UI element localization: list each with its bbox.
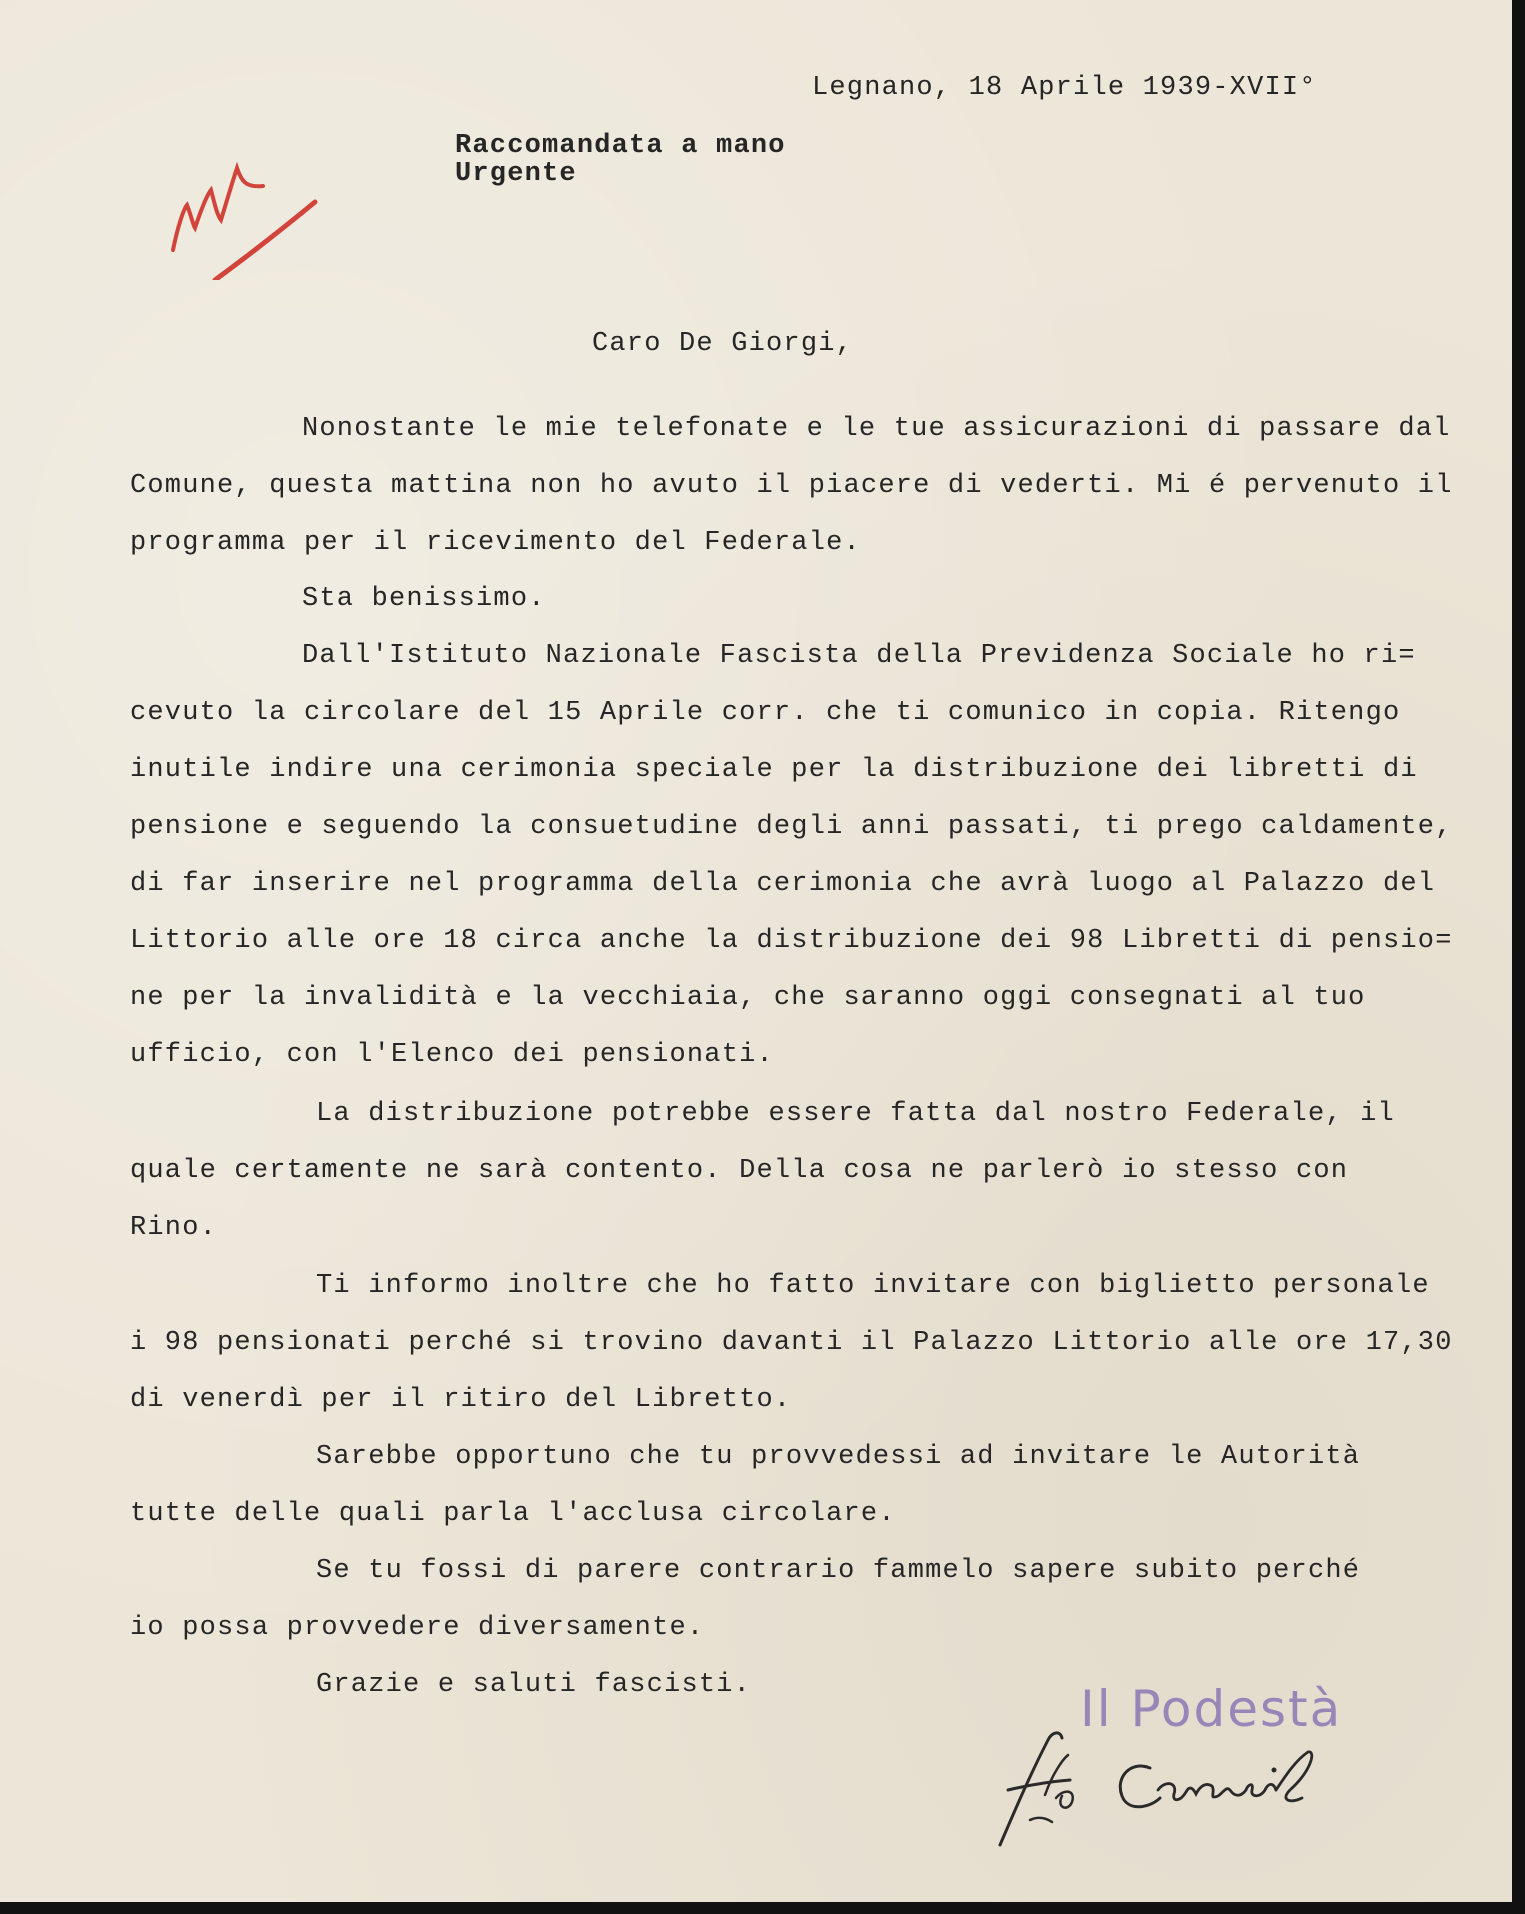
body-line: tutte delle quali parla l'acclusa circolare. <box>130 1499 896 1529</box>
body-line: Nonostante le mie telefonate e le tue assicurazioni di passare dal <box>302 414 1451 444</box>
body-line: ne per la invalidità e la vecchiaia, che saranno oggi consegnati al tuo <box>130 983 1366 1013</box>
scan-edge-right <box>1512 0 1525 1914</box>
red-pencil-mark <box>165 150 325 280</box>
body-line: Rino. <box>130 1213 218 1243</box>
scan-edge-bottom <box>0 1902 1525 1914</box>
body-line: Sta benissimo. <box>302 584 546 614</box>
body-line: pensione e seguendo la consuetudine degli anni passati, ti prego caldamente, <box>130 812 1453 842</box>
body-line: Comune, questa mattina non ho avuto il piacere di vederti. Mi é pervenuto il <box>130 471 1453 501</box>
body-line: programma per il ricevimento del Federale. <box>130 528 861 558</box>
podesta-stamp: Il Podestà <box>1080 1680 1343 1738</box>
body-line: La distribuzione potrebbe essere fatta dal nostro Federale, il <box>316 1099 1395 1129</box>
body-line: Grazie e saluti fascisti. <box>316 1670 752 1700</box>
body-line: Sarebbe opportuno che tu provvedessi ad invitare le Autorità <box>316 1442 1361 1472</box>
place-date: Legnano, 18 Aprile 1939-XVII° <box>812 73 1317 103</box>
priority-note: Urgente <box>455 159 577 189</box>
body-line: Dall'Istituto Nazionale Fascista della Previdenza Sociale ho ri= <box>302 641 1416 671</box>
delivery-note: Raccomandata a mano <box>455 131 786 161</box>
body-line: i 98 pensionati perché si trovino davanti il Palazzo Littorio alle ore 17,30 <box>130 1328 1453 1358</box>
body-line: Littorio alle ore 18 circa anche la distribuzione dei 98 Libretti di pensio= <box>130 926 1453 956</box>
handwritten-signature <box>990 1720 1330 1850</box>
salutation: Caro De Giorgi, <box>592 329 854 359</box>
body-line: Se tu fossi di parere contrario fammelo sapere subito perché <box>316 1556 1361 1586</box>
body-line: io possa provvedere diversamente. <box>130 1613 705 1643</box>
body-line: di venerdì per il ritiro del Libretto. <box>130 1385 792 1415</box>
body-line: Ti informo inoltre che ho fatto invitare con biglietto personale <box>316 1271 1430 1301</box>
body-line: inutile indire una cerimonia speciale per la distribuzione dei libretti di <box>130 755 1418 785</box>
body-line: ufficio, con l'Elenco dei pensionati. <box>130 1040 774 1070</box>
body-line: quale certamente ne sarà contento. Della cosa ne parlerò io stesso con <box>130 1156 1349 1186</box>
body-line: di far inserire nel programma della cerimonia che avrà luogo al Palazzo del <box>130 869 1436 899</box>
body-line: cevuto la circolare del 15 Aprile corr. che ti comunico in copia. Ritengo <box>130 698 1401 728</box>
